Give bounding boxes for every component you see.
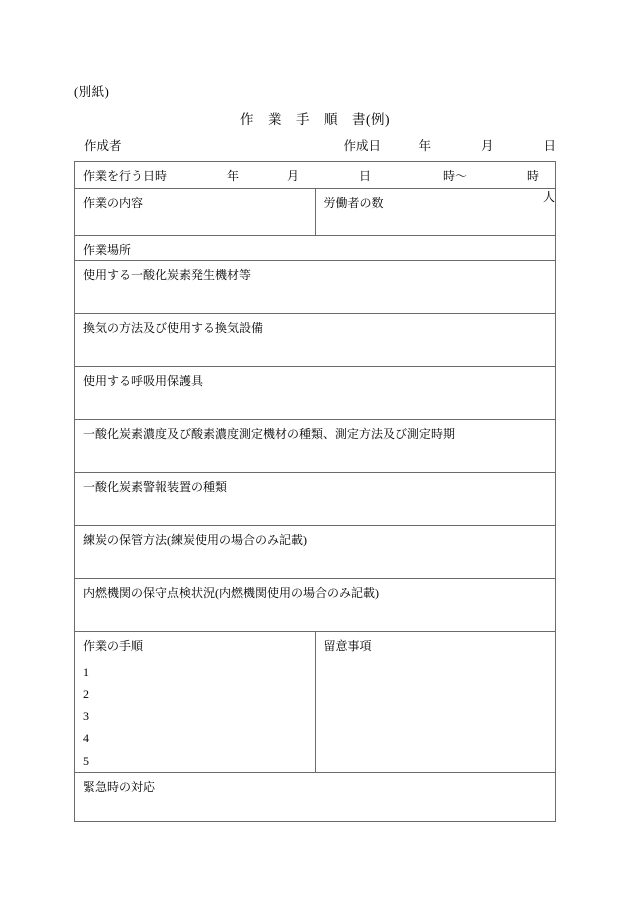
worker-count-cell[interactable] xyxy=(315,189,556,236)
charcoal-storage-cell[interactable] xyxy=(75,526,556,579)
table-row-content xyxy=(75,189,556,236)
alarm-label: 一酸化炭素警報装置の種類 xyxy=(83,480,228,494)
created-date-label: 作成日 年 月 日 xyxy=(343,139,556,153)
worker-count-unit: 人 xyxy=(542,190,555,204)
list-item[interactable]: 3 xyxy=(83,709,89,724)
datetime-cell[interactable] xyxy=(75,162,556,189)
table-row-emergency xyxy=(75,772,556,821)
respirator-label: 使用する呼吸用保護具 xyxy=(83,374,204,388)
table-row-alarm xyxy=(75,473,556,526)
table-row-charcoal xyxy=(75,526,556,579)
list-item[interactable]: 4 xyxy=(83,731,89,746)
table-row-place xyxy=(75,236,556,261)
table-row-procedure xyxy=(75,632,556,773)
list-item[interactable]: 2 xyxy=(83,686,89,701)
table-row-measurement xyxy=(75,420,556,473)
table-row-engine xyxy=(75,579,556,632)
emergency-response-label: 緊急時の対応 xyxy=(83,779,156,794)
work-content-label: 作業の内容 xyxy=(83,196,144,210)
engine-maintenance-cell[interactable] xyxy=(75,579,556,632)
ventilation-cell[interactable] xyxy=(75,314,556,367)
ventilation-label: 換気の方法及び使用する換気設備 xyxy=(83,321,264,335)
datetime-label: 作業を行う日時 xyxy=(83,169,168,183)
worker-count-label: 労働者の数 xyxy=(323,196,384,210)
work-content-cell[interactable] xyxy=(75,189,316,236)
datetime-fields: 年 月 日 時～ 時 xyxy=(227,169,540,183)
respirator-cell[interactable] xyxy=(75,367,556,420)
measurement-label: 一酸化炭素濃度及び酸素濃度測定機材の種類、測定方法及び測定時期 xyxy=(83,427,456,441)
notes-cell[interactable] xyxy=(315,632,556,773)
alarm-cell[interactable] xyxy=(75,473,556,526)
page-title: 作 業 手 順 書(例) xyxy=(240,112,390,127)
equipment-label: 使用する一酸化炭素発生機材等 xyxy=(83,268,252,282)
document-meta xyxy=(74,136,556,154)
procedure-label: 作業の手順 xyxy=(83,639,144,653)
table-row-datetime xyxy=(75,162,556,189)
equipment-cell[interactable] xyxy=(75,261,556,314)
charcoal-storage-label: 練炭の保管方法(練炭使用の場合のみ記載) xyxy=(83,533,307,547)
list-item[interactable]: 5 xyxy=(83,753,89,768)
attachment-label: (別紙) xyxy=(74,85,110,99)
table-row-respirator xyxy=(75,367,556,420)
creator-label: 作成者 xyxy=(84,139,122,153)
work-procedure-table xyxy=(74,161,556,822)
procedure-cell[interactable] xyxy=(75,632,316,773)
table-row-ventilation xyxy=(75,314,556,367)
work-place-label: 作業場所 xyxy=(83,243,132,257)
work-place-cell[interactable] xyxy=(75,236,556,261)
table-row-equipment xyxy=(75,261,556,314)
notes-label: 留意事項 xyxy=(323,639,372,653)
procedure-step-list xyxy=(83,661,307,772)
list-item[interactable]: 1 xyxy=(83,664,89,679)
emergency-response-cell[interactable] xyxy=(75,772,556,821)
engine-maintenance-label: 内燃機関の保守点検状況(内燃機関使用の場合のみ記載) xyxy=(83,586,379,600)
measurement-cell[interactable] xyxy=(75,420,556,473)
